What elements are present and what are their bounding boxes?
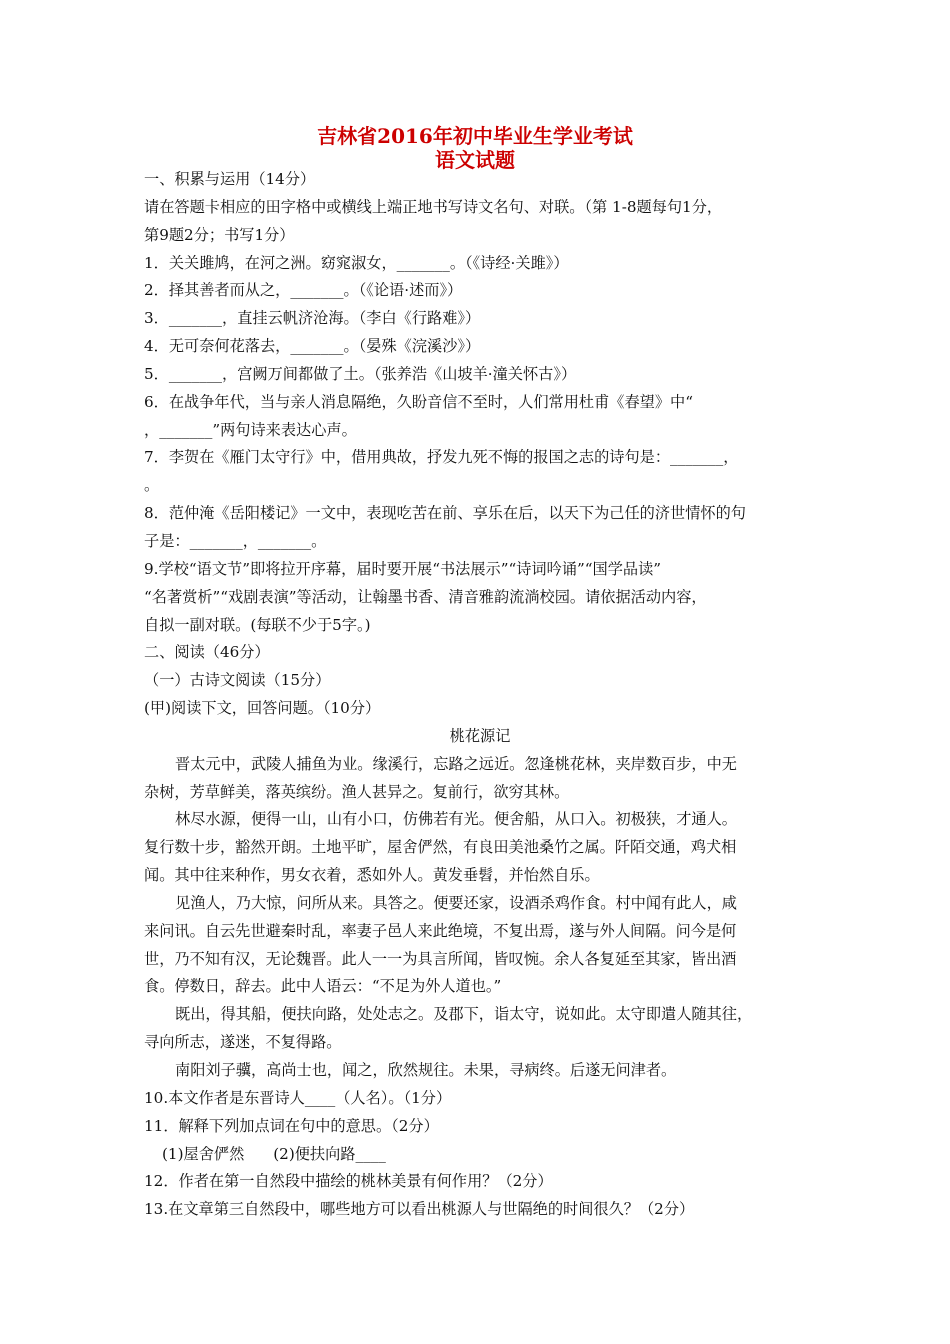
question-line: 8．范仲淹《岳阳楼记》一文中，表现吃苦在前、享乐在后，以天下为己任的济世情怀的句 bbox=[144, 504, 746, 523]
question-line: 6．在战争年代，当与亲人消息隔绝，久盼音信不至时，人们常用杜甫《春望》中“ bbox=[144, 392, 693, 411]
passage-line: 世，乃不知有汉，无论魏晋。此人一一为具言所闻，皆叹惋。余人各复延至其家，皆出酒 bbox=[144, 949, 737, 968]
question-line: 12．作者在第一自然段中描绘的桃林美景有何作用？（2分） bbox=[144, 1172, 553, 1191]
instruction-line: 请在答题卡相应的田字格中或横线上端正地书写诗文名句、对联。（第 1-8题每句1分， bbox=[144, 197, 723, 216]
question-line: 5．_______，宫阙万间都做了土。（张养浩《山坡羊·潼关怀古》） bbox=[144, 364, 577, 383]
passage-line: 闻。其中往来种作，男女衣着，悉如外人。黄发垂髫，并怡然自乐。 bbox=[144, 866, 600, 885]
question-line: 1．关关雎鸠，在河之洲。窈窕淑女，_______。（《诗经·关雎》） bbox=[144, 253, 569, 272]
passage-line: 见渔人，乃大惊，问所从来。具答之。便要还家，设酒杀鸡作食。村中闻有此人，咸 bbox=[175, 893, 737, 912]
exam-body bbox=[144, 166, 816, 1224]
question-line: ，_______”两句诗来表达心声。 bbox=[144, 420, 357, 439]
section-heading: 二、阅读（46分） bbox=[144, 643, 270, 662]
question-line: 10.本文作者是东晋诗人____（人名）。（1分） bbox=[144, 1088, 452, 1107]
question-line: 。 bbox=[144, 476, 160, 495]
question-line: “名著赏析”“戏剧表演”等活动，让翰墨书香、清音雅韵流淌校园。请依据活动内容， bbox=[144, 587, 707, 606]
passage-line: 既出，得其船，便扶向路，处处志之。及郡下，诣太守，说如此。太守即遣人随其往， bbox=[175, 1005, 753, 1024]
subsection-heading: (甲)阅读下文，回答问题。（10分） bbox=[144, 699, 381, 718]
passage-line: 食。停数日，辞去。此中人语云：“不足为外人道也。” bbox=[144, 977, 502, 996]
subsection-heading: （一）古诗文阅读（15分） bbox=[144, 671, 331, 690]
question-line: 3．_______，直挂云帆济沧海。（李白《行路难》） bbox=[144, 309, 481, 328]
section-heading: 一、积累与运用（14分） bbox=[144, 170, 316, 188]
exam-title: 吉林省2016年初中毕业生学业考试 bbox=[317, 124, 633, 148]
exam-subtitle: 语文试题 bbox=[435, 148, 515, 172]
passage-line: 寻向所志，遂迷，不复得路。 bbox=[144, 1033, 342, 1052]
question-line: 自拟一副对联。(每联不少于5字。) bbox=[144, 615, 371, 634]
passage-line: 复行数十步，豁然开朗。土地平旷，屋舍俨然，有良田美池桑竹之属。阡陌交通，鸡犬相 bbox=[144, 838, 737, 857]
question-line: 子是：_______，_______。 bbox=[144, 531, 327, 550]
passage-line: 杂树，芳草鲜美，落英缤纷。渔人甚异之。复前行，欲穷其林。 bbox=[144, 782, 570, 801]
question-line: (1)屋舍俨然 (2)便扶向路____ bbox=[162, 1144, 386, 1163]
question-line: 11．解释下列加点词在句中的意思。（2分） bbox=[144, 1116, 439, 1135]
question-line: 4．无可奈何花落去，_______。（晏殊《浣溪沙》） bbox=[144, 337, 481, 356]
passage-line: 来问讯。自云先世避秦时乱，率妻子邑人来此绝境，不复出焉，遂与外人间隔。问今是何 bbox=[144, 921, 737, 940]
passage-line: 晋太元中，武陵人捕鱼为业。缘溪行，忘路之远近。忽逢桃花林，夹岸数百步，中无 bbox=[175, 754, 737, 773]
passage-line: 林尽水源，便得一山，山有小口，仿佛若有光。便舍船，从口入。初极狭，才通人。 bbox=[175, 810, 737, 829]
passage-title: 桃花源记 bbox=[449, 726, 511, 745]
instruction-line: 第9题2分；书写1分） bbox=[144, 225, 295, 244]
question-line: 7．李贺在《雁门太守行》中，借用典故，抒发九死不悔的报国之志的诗句是：_______， bbox=[144, 448, 739, 467]
question-line: 9.学校“语文节”即将拉开序幕，届时要开展“书法展示”“诗词吟诵”“国学品读” bbox=[144, 559, 662, 578]
question-line: 2．择其善者而从之，_______。（《论语·述而》） bbox=[144, 281, 463, 300]
question-line: 13.在文章第三自然段中，哪些地方可以看出桃源人与世隔绝的时间很久？（2分） bbox=[144, 1200, 695, 1219]
passage-line: 南阳刘子骥，高尚士也，闻之，欣然规往。未果，寻病终。后遂无问津者。 bbox=[175, 1061, 677, 1079]
